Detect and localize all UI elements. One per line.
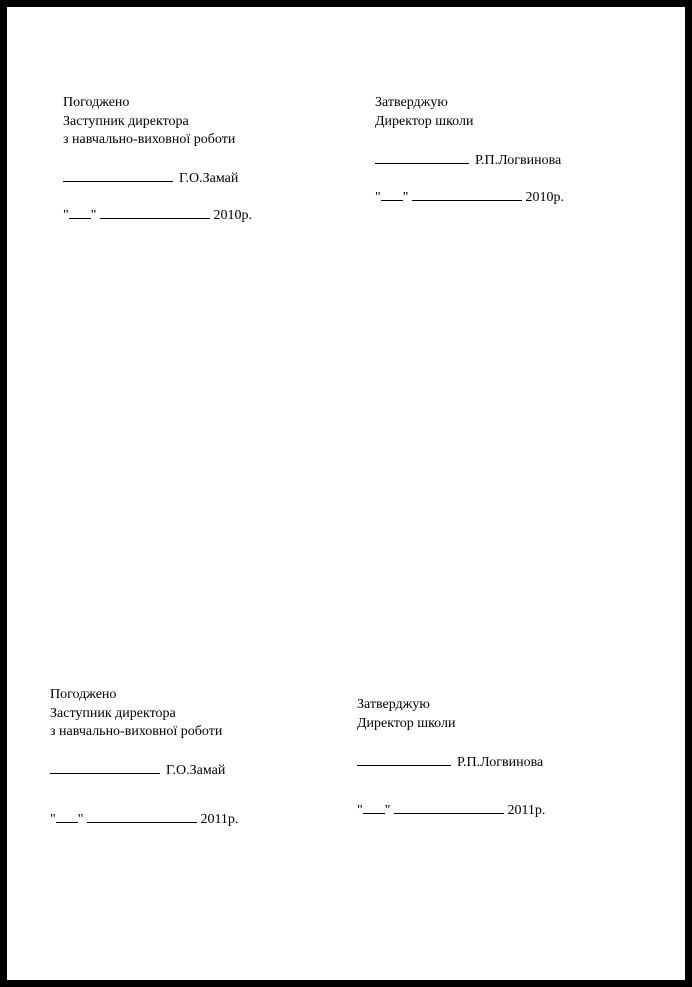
- signature-line: [375, 150, 564, 169]
- position-line-1: Заступник директора: [63, 113, 189, 129]
- signature-line: [50, 760, 238, 779]
- block-title: Затверджую: [357, 697, 430, 712]
- date-year: 2010р.: [525, 189, 564, 205]
- approval-block-approved-2011: [357, 696, 545, 819]
- signature-line: [357, 752, 545, 771]
- signature-blank: [357, 752, 451, 766]
- signer-name: Г.О.Замай: [166, 763, 226, 778]
- position-line-2: з навчально-виховної роботи: [50, 724, 223, 739]
- position-line-2: з навчально-виховної роботи: [63, 132, 236, 147]
- signature-blank: [375, 150, 469, 164]
- block-title: Затверджую: [375, 95, 448, 110]
- day-blank: [363, 800, 385, 814]
- signer-name: Р.П.Логвинова: [457, 754, 544, 770]
- block-title: Погоджено: [63, 95, 130, 110]
- signature-line: [63, 168, 252, 187]
- date-line: " " 2010р.: [375, 187, 564, 206]
- signature-blank: [50, 760, 160, 774]
- day-blank: [69, 205, 91, 219]
- day-blank: [56, 809, 78, 823]
- date-line: " " 2010р.: [63, 205, 252, 224]
- date-line: " " 2011р.: [357, 800, 545, 819]
- date-year: 2010р.: [213, 208, 252, 223]
- month-blank: [100, 205, 210, 219]
- month-blank: [394, 800, 504, 814]
- block-title: Погоджено: [50, 687, 117, 702]
- position-line-1: Директор школи: [357, 715, 456, 731]
- signer-name: Г.О.Замай: [179, 171, 239, 186]
- approval-block-agreed-2011: [50, 686, 238, 827]
- date-year: 2011р.: [507, 803, 546, 818]
- day-blank: [381, 187, 403, 201]
- date-line: " " 2011р.: [50, 809, 238, 828]
- approval-block-approved-2010: [375, 94, 564, 205]
- date-year: 2011р.: [200, 811, 239, 827]
- position-line-1: Директор школи: [375, 113, 474, 129]
- signer-name: Р.П.Логвинова: [475, 152, 562, 168]
- month-blank: [412, 187, 522, 201]
- month-blank: [87, 809, 197, 823]
- signature-blank: [63, 168, 173, 182]
- approval-block-agreed-2010: [63, 94, 252, 224]
- position-line-1: Заступник директора: [50, 705, 176, 721]
